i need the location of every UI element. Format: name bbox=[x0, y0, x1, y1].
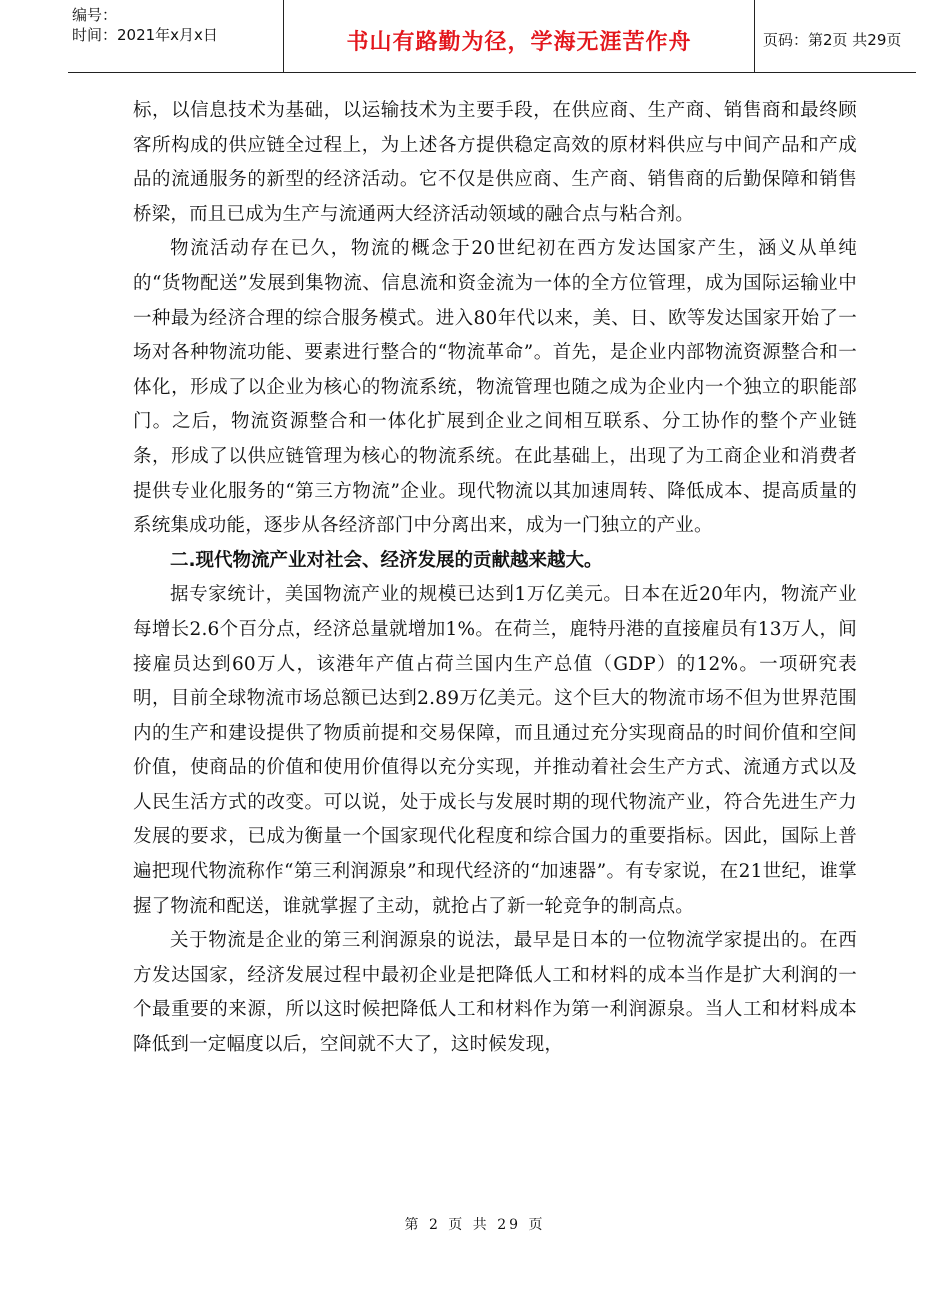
paragraph-third-profit-source: 关于物流是企业的第三利润源泉的说法，最早是日本的一位物流学家提出的。在西方发达国家，经济发展过程中最初企业是把降低人工和材料的成本当作是扩大利润的一个最重要的来源，所以这时候把降低人工和材料作为第一利润源泉。当人工和材料成本降低到一定幅度以后，空间就不大了，这时候发现， bbox=[133, 930, 857, 1056]
section-heading: 二.现代物流产业对社会、经济发展的贡献越来越大。 bbox=[170, 549, 603, 571]
paragraph-statistics: 据专家统计，美国物流产业的规模已达到1万亿美元。日本在近20年内，物流产业每增长2.6个百分点，经济总量就增加1%。在荷兰，鹿特丹港的直接雇员有13万人，间接雇员达到60万人，该港年产值占荷兰国内生产总值（GDP）的12%。一项研究表明，目前全球物流市场总额已达到2.89万亿美元。这个巨大的物流市场不但为世界范围内的生产和建设提供了物质前提和交易保障，而且通过充分实现商品的时间价值和空间价值，使商品的价值和使用价值得以充分实现，并推动着社会生产方式、流通方式以及人民生活方式的改变。可以说，处于成长与发展时期的现代物流产业，符合先进生产力发展的要求，已成为衡量一个国家现代化程度和综合国力的重要指标。因此，国际上普遍把现代物流称作“第三利润源泉”和现代经济的“加速器”。有专家说，在21世纪，谁掌握了物流和配送，谁就掌握了主动，就抢占了新一轮竞争的制高点。 bbox=[133, 584, 857, 917]
header-page-code: 页码：第2页 共29页 bbox=[763, 31, 902, 49]
header-motto: 书山有路勤为径，学海无涯苦作舟 bbox=[346, 30, 692, 55]
header-motto-cell bbox=[283, 0, 755, 72]
page-footer: 第 2 页 共 29 页 bbox=[404, 1217, 546, 1233]
paragraph-continuation: 标，以信息技术为基础，以运输技术为主要手段，在供应商、生产商、销售商和最终顾客所构成的供应链全过程上，为上述各方提供稳定高效的原材料供应与中间产品和产成品的流通服务的新型的经济活动。它不仅是供应商、生产商、销售商的后勤保障和销售桥梁，而且已成为生产与流通两大经济活动领域的融合点与粘合剂。 bbox=[133, 100, 857, 225]
header-info-cell bbox=[68, 0, 283, 72]
document-body bbox=[133, 94, 857, 1063]
page-header bbox=[68, 0, 916, 73]
serial-number-label: 编号： bbox=[72, 6, 118, 24]
paragraph-logistics-history: 物流活动存在已久，物流的概念于20世纪初在西方发达国家产生，涵义从单纯的“货物配送”发展到集物流、信息流和资金流为一体的全方位管理，成为国际运输业中一种最为经济合理的综合服务模式。进入80年代以来，美、日、欧等发达国家开始了一场对各种物流功能、要素进行整合的“物流革命”。首先，是企业内部物流资源整合和一体化，形成了以企业为核心的物流系统，物流管理也随之成为企业内一个独立的职能部门。之后，物流资源整合和一体化扩展到企业之间相互联系、分工协作的整个产业链条，形成了以供应链管理为核心的物流系统。在此基础上，出现了为工商企业和消费者提供专业化服务的“第三方物流”企业。现代物流以其加速周转、降低成本、提高质量的系统集成功能，逐步从各经济部门中分离出来，成为一门独立的产业。 bbox=[133, 238, 857, 537]
date-label: 时间：2021年x月x日 bbox=[72, 26, 218, 44]
header-page-cell bbox=[755, 0, 916, 72]
